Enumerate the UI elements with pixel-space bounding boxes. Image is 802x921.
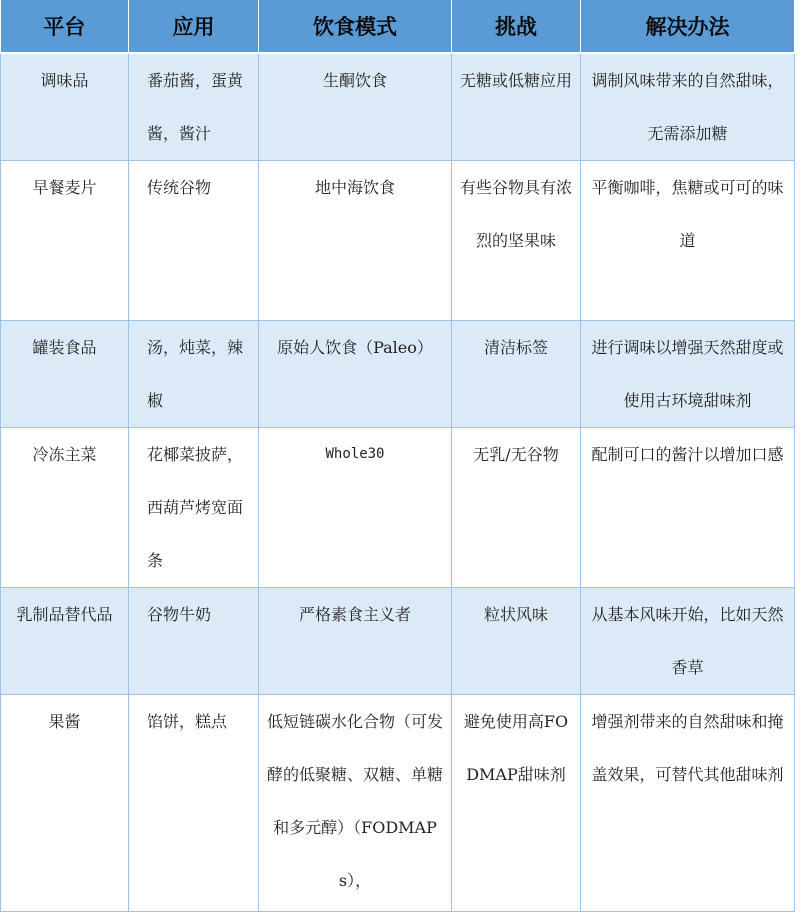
cell-solution: 调制风味带来的自然甜味，无需添加糖	[581, 53, 795, 161]
cell-diet: 严格素食主义者	[259, 588, 452, 695]
header-diet: 饮食模式	[259, 0, 452, 53]
header-challenge: 挑战	[452, 0, 581, 53]
header-row	[1, 0, 795, 53]
cell-diet: 地中海饮食	[259, 161, 452, 321]
cell-platform: 冷冻主菜	[1, 428, 129, 588]
cell-application: 花椰菜披萨，西葫芦烤宽面条	[129, 428, 259, 588]
cell-challenge: 无糖或低糖应用	[452, 53, 581, 161]
table-row	[1, 695, 795, 912]
cell-platform: 果酱	[1, 695, 129, 912]
cell-challenge: 避免使用高FODMAP甜味剂	[452, 695, 581, 912]
cell-challenge: 清洁标签	[452, 321, 581, 428]
cell-challenge: 无乳/无谷物	[452, 428, 581, 588]
cell-application: 番茄酱，蛋黄酱，酱汁	[129, 53, 259, 161]
cell-application: 传统谷物	[129, 161, 259, 321]
cell-diet: Whole30	[259, 428, 452, 588]
cell-diet: 低短链碳水化合物（可发酵的低聚糖、双糖、单糖和多元醇）（FODMAPs），	[259, 695, 452, 912]
cell-challenge: 粒状风味	[452, 588, 581, 695]
table-row	[1, 588, 795, 695]
cell-solution: 进行调味以增强天然甜度或使用古环境甜味剂	[581, 321, 795, 428]
header-application: 应用	[129, 0, 259, 53]
cell-platform: 调味品	[1, 53, 129, 161]
table-row	[1, 428, 795, 588]
cell-platform: 早餐麦片	[1, 161, 129, 321]
table-row	[1, 161, 795, 321]
cell-solution: 增强剂带来的自然甜味和掩盖效果，可替代其他甜味剂	[581, 695, 795, 912]
table-row	[1, 53, 795, 161]
cell-platform: 乳制品替代品	[1, 588, 129, 695]
table-row	[1, 321, 795, 428]
cell-application: 汤，炖菜，辣椒	[129, 321, 259, 428]
header-platform: 平台	[1, 0, 129, 53]
cell-solution: 平衡咖啡，焦糖或可可的味道	[581, 161, 795, 321]
cell-solution: 配制可口的酱汁以增加口感	[581, 428, 795, 588]
cell-application: 馅饼，糕点	[129, 695, 259, 912]
cell-challenge: 有些谷物具有浓烈的坚果味	[452, 161, 581, 321]
cell-diet: 生酮饮食	[259, 53, 452, 161]
cell-diet: 原始人饮食（Paleo）	[259, 321, 452, 428]
cell-platform: 罐装食品	[1, 321, 129, 428]
cell-solution: 从基本风味开始，比如天然香草	[581, 588, 795, 695]
cell-application: 谷物牛奶	[129, 588, 259, 695]
header-solution: 解决办法	[581, 0, 795, 53]
